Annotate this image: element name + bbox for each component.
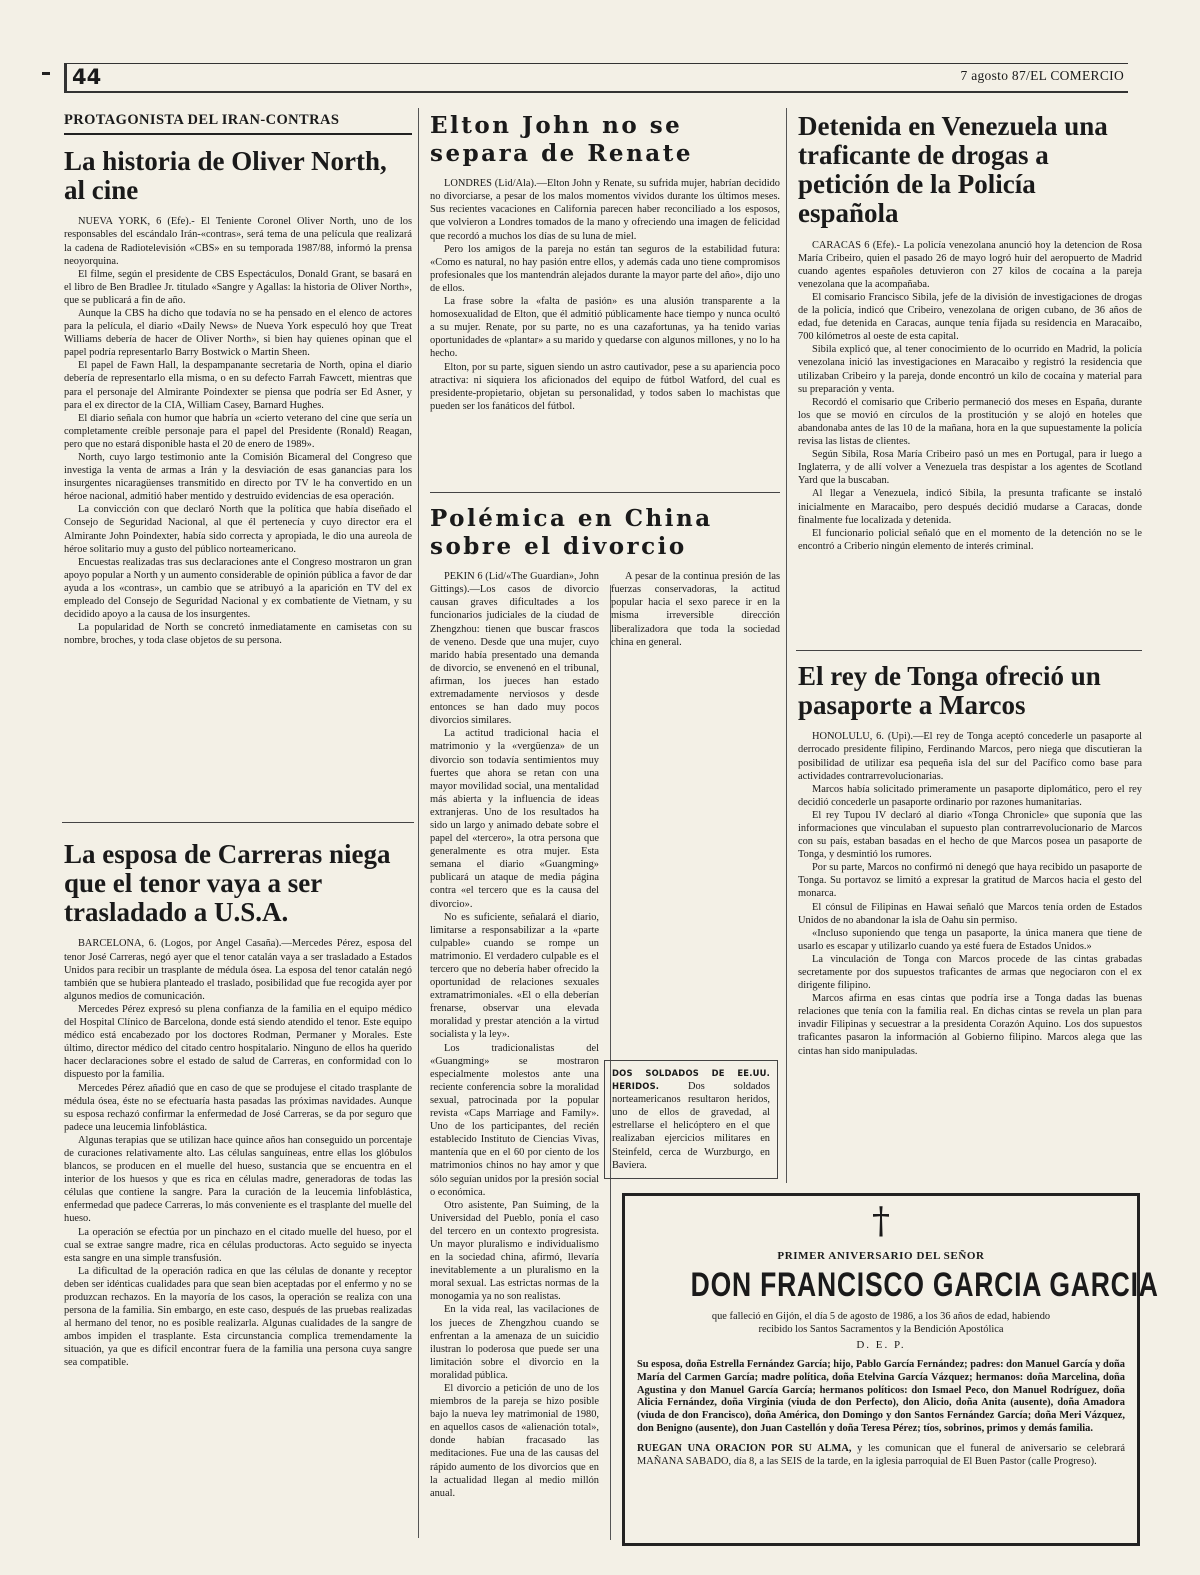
paragraph: La frase sobre la «falta de pasión» es una alusión transparente a la homosexualidad de Elton, que él admitió públicamente hace tiempo y nunca ocultó a su mujer. Renate, por su parte, no es una cazafortunas, ya ha tenido varias oportunidades de «plantar» a su marido y quedarse con algunos millones, y no lo ha hecho.: [430, 296, 780, 360]
paragraph: Otro asistente, Pan Suiming, de la Universidad del Pueblo, ponía el caso del tercero en un contexto progresista. Un mayor pluralismo e individualismo en la sociedad china, afirmó, llevaría inevitablemente a un pluralismo en la moral sexual. Las estrictas normas de la monogamia ya no son realistas.: [430, 1199, 599, 1303]
paragraph: Al llegar a Venezuela, indicó Sibila, la presunta traficante se instaló inicialmente en Maracaibo, pero después decidió mudarse a Caracas, donde finalmente fue localizada y detenida.: [798, 488, 1142, 526]
paragraph: La popularidad de North se concretó inmediatamente en camisetas con su nombre, broches, y toda clase objetos de su persona.: [64, 622, 412, 647]
brief-soldiers: [604, 1060, 778, 1179]
article-oliver-north: [64, 112, 412, 818]
obituary-ruegan-text: y les comunican que el funeral de aniversario se celebrará MAÑANA SABADO, día 8, a las SEIS de la tarde, en la iglesia parroquial de El Buen Pastor (calle Progreso).: [637, 1442, 1125, 1467]
article-venezuela: [798, 112, 1142, 646]
paragraph: North, cuyo largo testimonio ante la Comisión Bicameral del Congreso que investiga la venta de armas a Irán y la desviación de esas ganancias para los insurgentes nicaragüenses transmitido en directo por TV le ha convertido en un héroe nacional, admitió haber mentido y destruido evidencias de esa operación.: [64, 452, 412, 503]
page-number: 44: [72, 65, 102, 89]
paragraph: El rey Tupou IV declaró al diario «Tonga Chronicle» que suponía que las informaciones que vinculaban el supuesto plan contrarrevolucionario de Marcos con su país, estaban basadas en el hecho de que Marcos posea un pasaporte de Tonga, y desmintió los rumores.: [798, 809, 1142, 861]
paragraph: La dificultad de la operación radica en que las células de donante y receptor deben ser idénticas cualidades para que sean bien aceptadas por el enfermo y no se produzcan rechazos. En la mayoría de los casos, la operación se realiza con una persona de la familia. Sin embargo, en este caso, después de las pruebas realizadas al hermano del tenor, no es posible realizarla. Algunas cualidades de la sangre de ambos impiden el trasplante. Esta circunstancia complica tremendamente la situación, ya que es difícil encontrar fuera de la familia una persona cuya sangre sea compatible.: [64, 1265, 412, 1369]
paragraph: El cónsul de Filipinas en Hawai señaló que Marcos tenía orden de Estados Unidos de no abandonar la isla de Oahu sin permiso.: [798, 901, 1142, 926]
article-body: [64, 215, 412, 647]
article-headline: El rey de Tonga ofreció un pasaporte a Marcos: [798, 662, 1101, 721]
paragraph: El divorcio a petición de uno de los miembros de la pareja se hizo posible bajo la nueva ley matrimonial de 1980, en aquellos casos de «alienación total», donde habían fracasado las meditaciones. Fue una de las causas del rápido aumento de los divorcios que en la actualidad llegan al medio millón anual.: [430, 1383, 599, 1499]
paragraph: No es suficiente, señalará el diario, limitarse a responsabilizar a la «parte culpable» cuando se rompe un matrimonio. El verdadero culpable es el tercero que no debería haber ofrecido la oportunidad de relaciones sexuales extramatrimoniales. «El o ella deberían frenarse, observar una elevada moralidad y prestar atención a la virtud socialista y la ley».: [430, 911, 599, 1041]
paragraph: Los tradicionalistas del «Guangming» se mostraron especialmente molestos ante una reciente conferencia sobre la moralidad sexual, patrocinada por la popular revista «Caps Marriage and Family». Uno de los participantes, del recién establecido Instituto de Ciencias Vivas, mantenía que en el 60 por ciento de los matrimonios chinos no hay amor y que sólo seguían unidos por la presión social o económica.: [430, 1042, 599, 1198]
paragraph: LONDRES (Lid/Ala).—Elton John y Renate, su sufrida mujer, habrían decidido no divorciarse, a pesar de los malos momentos vividos durante los últimos meses. Sus recientes vacaciones en California parecen haber reconciliado a los esposos, que volvieron a Londres tomados de la mano y ofreciendo una imagen de felicidad que recordó a muchos los días de su luna de miel.: [430, 178, 780, 242]
paragraph: Aunque la CBS ha dicho que todavía no se ha pensado en el elenco de actores para la película, el diario «Daily News» de Nueva York especuló hoy que Treat Williams debería de hacer de Oliver North», si bien hay quienes opinan que el papel podría representarlo Barry Bostwick o Martin Sheen.: [64, 307, 412, 359]
article-headline: Polémica en China sobre el divorcio: [430, 505, 713, 560]
paragraph: Según Sibila, Rosa María Cribeiro pasó un mes en Portugal, para ir luego a Inglaterra, y de allí volver a Venezuela tras despistar a los agentes de Scotland Yard que la buscaban.: [798, 449, 1142, 487]
paragraph: Mercedes Pérez añadió que en caso de que se produjese el citado trasplante de médula ósea, éste no se efectuaría hasta pasadas las próximas navidades. Aunque su esposa rechazó confirmar la enfermedad de José Carreras, se da por seguro que padece una leucemia linfoblástica.: [64, 1082, 412, 1133]
paragraph: Por su parte, Marcos no confirmó ni denegó que haya recibido un pasaporte de Tonga. Su portavoz se limitó a expresar la gratitud de Marcos hacia el gesto del monarca.: [798, 862, 1142, 900]
paragraph: Pero los amigos de la pareja no están tan seguros de la estabilidad futura: «Como es natural, no hay pasión entre ellos, y además cada uno tiene compromisos profesionales que los mantendrán alejados durante la mayor parte del año», dijo uno de ellos.: [430, 243, 780, 294]
paragraph: Marcos había solicitado primeramente un pasaporte diplomático, pero el rey decidió concederle un pasaporte ordinario por razones humanitarias.: [798, 783, 1142, 808]
obituary-dep: D. E. P.: [856, 1339, 906, 1351]
brief-text: Dos soldados norteamericanos resultaron heridos, uno de ellos de gravedad, al estrellarse el helicóptero en el que realizaban ejercicios militares en Steinfeld, cerca de Wurzburgo, en Baviera.: [612, 1081, 770, 1171]
article-headline: La esposa de Carreras niega que el tenor vaya a ser trasladado a U.S.A.: [64, 840, 391, 928]
article-headline: La historia de Oliver North, al cine: [64, 146, 387, 206]
cross-icon: †: [872, 1201, 890, 1242]
paragraph: Algunas terapias que se utilizan hace quince años han conseguido un porcentaje de curaciones relativamente alto. Las células sanguíneas, entre ellas los glóbulos blancos, se producen en el muelle del hueso, sustancia que se encuentra en el interior de los huesos y que es rica en células madre, generadoras de todas las células que contiene la sangre. Para la curación de la leucemia linfoblástica, enfermedad que padece Carreras, lo más conveniente es el trasplante del muelle del hueso.: [64, 1134, 412, 1225]
article-body: [798, 239, 1142, 553]
paragraph: BARCELONA, 6. (Logos, por Angel Casaña).—Mercedes Pérez, esposa del tenor José Carreras, negó ayer que el tenor catalán vaya a ser trasladado a Estados Unidos para recibir un trasplante de médula ósea. La esposa del tenor catalán negó también que se hubiera planteado el traslado, posibilidad que fue recogida ayer por algunos medios de comunicación.: [64, 938, 412, 1002]
obituary-death-line: recibido los Santos Sacramentos y la Bendición Apostólica: [758, 1323, 1004, 1335]
section-rule: [62, 822, 414, 823]
section-rule: [796, 650, 1142, 651]
paragraph: NUEVA YORK, 6 (Efe).- El Teniente Coronel Oliver North, uno de los responsables del escándalo Irán-«contras», será tema de una película que realizará la cadena de Radiotelevisión «CBS» en su temporada 1987/88, informó la prensa neoyorquina.: [64, 216, 412, 267]
obituary-notice: [622, 1193, 1159, 1546]
paragraph: La actitud tradicional hacia el matrimonio y la «vergüenza» de un divorcio son todavía sentimientos muy fuertes que ahora se retan con una mayor movilidad social, una mentalidad más abierta y la influencia de ideas extranjeras. Uno de los resultados ha sido un largo y animado debate sobre el papel del «tercero», la otra persona que generalmente es otra mujer. Esta semana el diario «Guangming» publicará un ataque de media página contra «el tercero que es la causa del divorcio».: [430, 728, 599, 910]
column-rule: [786, 108, 787, 1183]
paragraph: Sibila explicó que, al tener conocimiento de lo ocurrido en Madrid, la policía venezolana inició las investigaciones en Maracaibo y registró la residencia que utilizaban Cribeiro y la pareja, donde encontró un kilo de cocaína y material para su preparación y venta.: [798, 344, 1142, 395]
section-rule: [430, 492, 780, 493]
margin-dash: [42, 72, 50, 75]
paragraph: El filme, según el presidente de CBS Espectáculos, Donald Grant, se basará en el libro de Ben Bradlee Jr. titulado «Sangre y Agallas: la historia de Oliver North», que se publicará a fin de año.: [64, 268, 412, 306]
folio-rule: [64, 63, 67, 93]
article-tonga: [798, 662, 1142, 1180]
paragraph: PEKIN 6 (Lid/«The Guardian», John Gittings).—Los casos de divorcio causan graves dificultades a los funcionarios judiciales de la ciudad de Zhengzhou: tienen que buscar frascos de veneno. Desde que una mujer, cuyo marido había presentado una demanda de divorcio, se envenenó en el tribunal, afirman, los jueces han estado extremadamente nerviosos y desde entonces se han dado muy pocos divorcios similares.: [430, 571, 599, 727]
paragraph: El papel de Fawn Hall, la despampanante secretaria de North, opina el diario debería de representarlo ella misma, o en su defecto Farrah Fawcett, mientras que para el personaje del Almirante Poindexter se piensa que podría ser Ed Asner, y para el ex director de la CIA, William Casey, Barnard Hughes.: [64, 360, 412, 411]
paragraph: El comisario Francisco Sibila, jefe de la división de investigaciones de drogas de la policía, indicó que Cribeiro, venezolana de origen cubano, de 36 años de edad, fue detenida en Caracas, aunque tenía fijada su residencia en Maracaibo, 700 kilómetros al oeste de esta capital.: [798, 292, 1142, 343]
paragraph: Encuestas realizadas tras sus declaraciones ante el Congreso mostraron un gran apoyo popular a North y un aumento considerable de opinión pública a favor de dar ayuda a los «contras», un cambio que se atribuyó a la aparición en TV del ex empleado del Consejo de Seguridad Nacional y ex combatiente de Vietnam, y su decidido apoyo a la causa de los insurgentes.: [64, 556, 412, 621]
paragraph: La operación se efectúa por un pinchazo en el citado muelle del hueso, por el cual se extrae sangre madre, rica en células productoras. Acto seguido se inyecta esta sangre en una simple transfusión.: [64, 1226, 412, 1264]
paragraph: El diario señala con humor que habría un «cierto veterano del cine que sería un completamente creíble personaje para el papel del Presidente (Ronald) Reagan, pero que no estará disponible hasta el 20 de enero de 1989».: [64, 412, 412, 450]
paragraph: En la vida real, las vacilaciones de los jueces de Zhengzhou cuando se enfrentan a la amenaza de un suicidio ilustran lo poderosa que puede ser una limitación sobre el divorcio en la moralidad pública.: [430, 1304, 599, 1381]
paragraph: El funcionario policial señaló que en el momento de la detención no se le encontró a Criberio ningún elemento de interés criminal.: [798, 527, 1142, 552]
brief-title: DOS SOLDADOS DE EE.UU. HERIDOS.: [612, 1068, 770, 1092]
paragraph: La vinculación de Tonga con Marcos procede de las cintas grabadas secretamente por dos supuestos traficantes de armas que negociaron con el ex dirigente filipino.: [798, 953, 1142, 992]
article-headline: Detenida en Venezuela una traficante de drogas a petición de la Policía española: [798, 112, 1108, 229]
paragraph: Marcos afirma en esas cintas que podría irse a Tonga dadas las buenas relaciones que tenía con la familia real. En dichas cintas se revela un plan para invadir Filipinas y secuestrar a la presidenta Corazón Aquino. Los dos supuestos traficantes pasaron la información al Gobierno filipino. Marcos alega que las cintas han sido manipuladas.: [798, 993, 1142, 1057]
article-body: [64, 937, 412, 1369]
article-kicker: PROTAGONISTA DEL IRAN-CONTRAS: [64, 112, 412, 135]
article-headline: Elton John no se separa de Renate: [430, 112, 693, 167]
obituary-death-line: que falleció en Gijón, el día 5 de agosto de 1986, a los 36 años de edad, habiendo: [711, 1311, 1051, 1322]
obituary-ruegan-bold: RUEGAN UNA ORACION POR SU ALMA,: [637, 1442, 852, 1454]
obituary-anniversary: PRIMER ANIVERSARIO DEL SEÑOR: [777, 1250, 985, 1262]
page-date-masthead: 7 agosto 87/EL COMERCIO: [960, 68, 1124, 83]
article-carreras: [64, 840, 412, 1540]
article-body: [430, 177, 780, 413]
obituary-name: DON FRANCISCO GARCIA GARCIA: [690, 1266, 1159, 1304]
paragraph: HONOLULU, 6. (Upi).—El rey de Tonga aceptó concederle un pasaporte al derrocado presidente filipino, Ferdinando Marcos, pero niega que discutieran la posibilidad de utilizar esa pequeña isla del sur del Pacífico como base para actividades contrarrevolucionarias.: [798, 731, 1142, 782]
obituary-family: Su esposa, doña Estrella Fernández García; hijo, Pablo García Fernández; padres: don Manuel García y doña María del Carmen García; madre política, doña Etelvina García Vázquez; hermanos: doña Marcelina, doña Agustina y don Manuel García García; hermanos políticos: don Ismael Peco, don Manuel Rodríguez, doña Alicia Fernández, doña Virginia (viuda de don Perfecto), don Alicio, doña Anita (ausente), doña Amadora (viuda de don Francisco), doña América, don Domingo y don Santos Fernández García; doña Meri Vázquez, don Benigno (ausente), don Juan Castellón y doña Teresa Pérez; tíos, sobrinos, primos y demás familia.: [637, 1359, 1125, 1434]
article-elton-john: [430, 112, 780, 488]
article-body: [798, 730, 1142, 1057]
paragraph: Elton, por su parte, siguen siendo un astro cautivador, pese a su apariencia poco atractiva: ni siquiera los aficionados del equipo de fútbol Watford, del cual es presidente-propietario, objetan su personalidad, y todos saben lo machistas que pueden ser los fanáticos del fútbol.: [430, 361, 780, 412]
paragraph: «Incluso suponiendo que tenga un pasaporte, la única manera que tiene de usarlo es escapar y utilizarlo cuando ya esté fuera de Estados Unidos.»: [798, 927, 1142, 952]
paragraph: Recordó el comisario que Criberio permaneció dos meses en España, durante los que se movió en círculos de la prostitución y se alojó en hoteles que abandonaba antes de las 10 de la mañana, hora en la que supuestamente la policía revisa las listas de clientes.: [798, 396, 1142, 448]
paragraph: A pesar de la continua presión de las fuerzas conservadoras, la actitud popular hacia el sexo parece ir en la misma irreversible dirección liberalizadora que toda la sociedad china en general.: [611, 571, 780, 648]
column-rule: [418, 108, 419, 1538]
paragraph: CARACAS 6 (Efe).- La policía venezolana anunció hoy la detencion de Rosa María Cribeiro, quien el pasado 26 de mayo logró huir del aeropuerto de Madrid cuando agentes españoles detuvieron con 27 kilos de cocaína a la pareja venezolana que la acompañaba.: [798, 239, 1142, 290]
obituary-funeral-notice: [637, 1443, 1125, 1469]
paragraph: La convicción con que declaró North que la política que había diseñado el Consejo de Seguridad Nacional, al que él pertenecía y cuyo director era el Almirante John Poindexter, había sido correcta y apropiada, le dio una aureola de héroe solitario muy a gusto del público norteamericano.: [64, 504, 412, 555]
paragraph: Mercedes Pérez expresó su plena confianza de la familia en el equipo médico del Hospital Clínico de Barcelona, donde está siendo atendido el tenor. Este equipo médico está encabezado por los doctores Rodman, Permaner y Morales. Este último, director médico del citado centro hospitalario. Ninguno de ellos ha querido hacer declaraciones sobre el estado de salud de Carreras, en conformidad con lo dispuesto por la familia.: [64, 1003, 412, 1081]
